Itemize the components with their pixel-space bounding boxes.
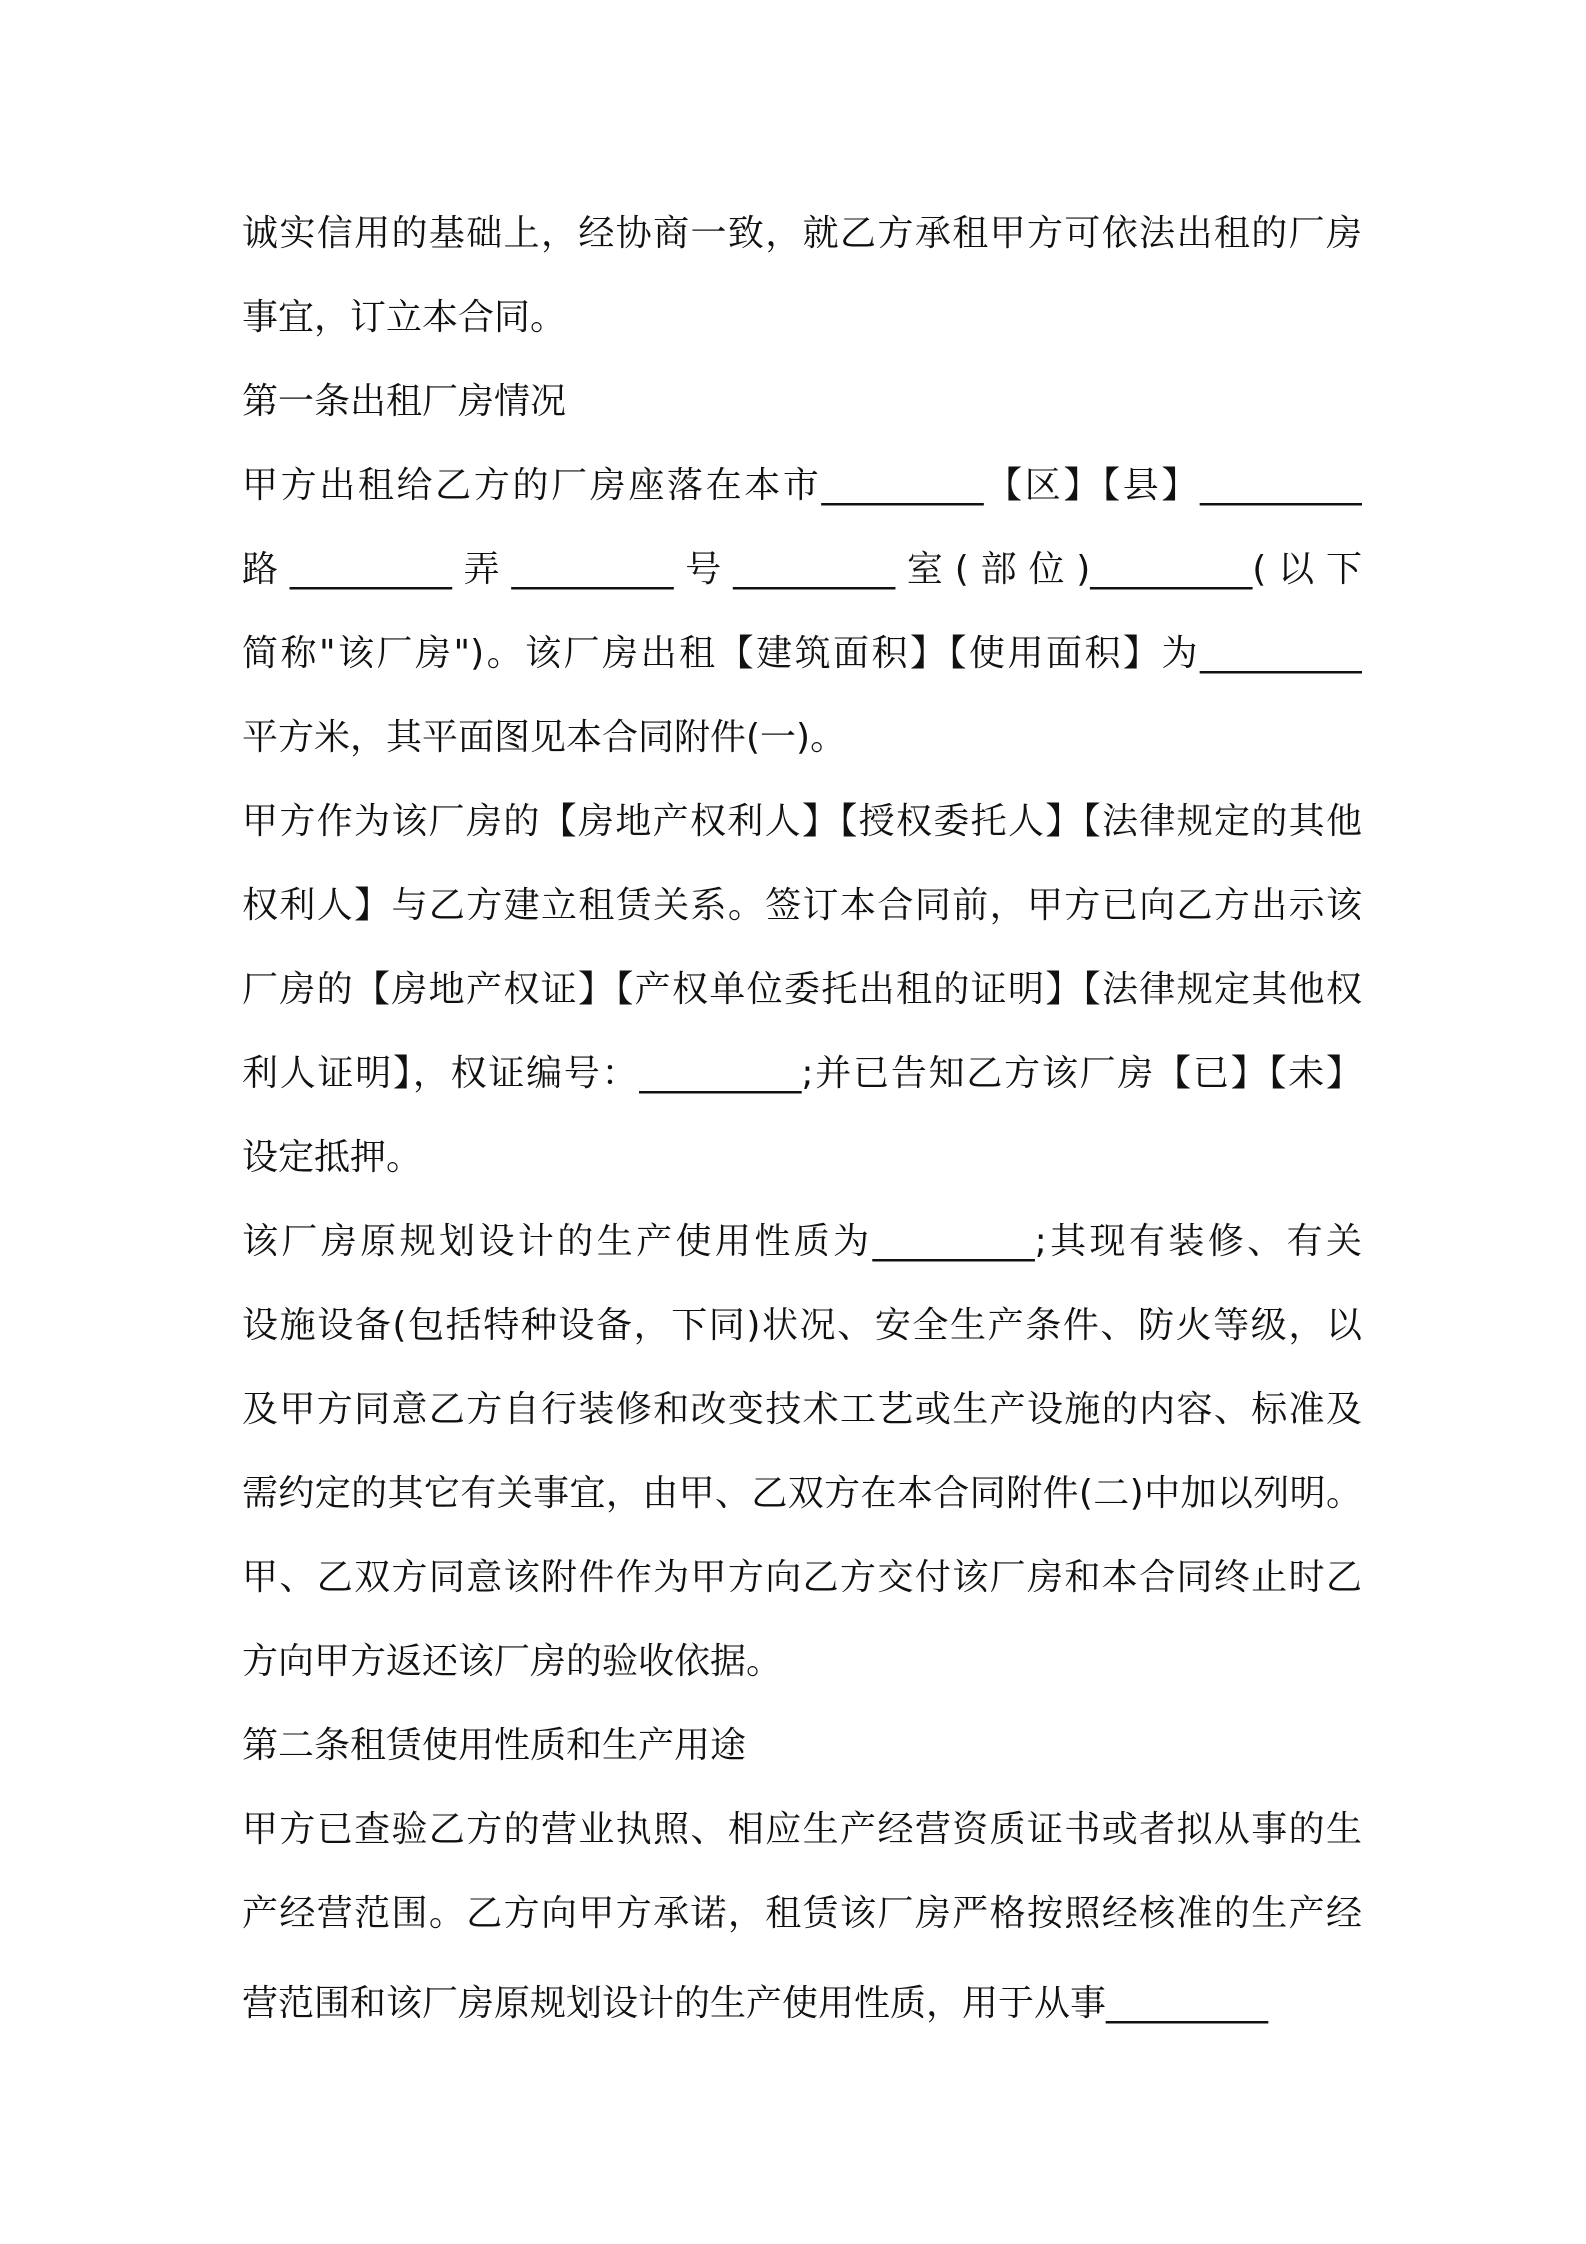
text-line-22: 营范围和该厂房原规划设计的生产使用性质，用于从事_________ [242,1983,1269,2024]
section-heading-1: 第一条出租厂房情况 [242,381,567,422]
text-line-2: 事宜，订立本合同。 [242,297,567,338]
text-line-13: 该厂房原规划设计的生产使用性质为_________;其现有装修、有关 [242,1221,1362,1262]
text-line-16: 需约定的其它有关事宜，由甲、乙双方在本合同附件(二)中加以列明。 [242,1473,1362,1514]
text-line-14: 设施设备(包括特种设备，下同)状况、安全生产条件、防火等级，以 [242,1305,1362,1346]
text-line-18: 方向甲方返还该厂房的验收依据。 [242,1641,783,1682]
contract-body-text [242,192,1362,2052]
text-line-17: 甲、乙双方同意该附件作为甲方向乙方交付该厂房和本合同终止时乙 [242,1557,1362,1598]
text-line-4: 甲方出租给乙方的厂房座落在本市_________【区】【县】_________ [242,465,1362,506]
text-line-21: 产经营范围。乙方向甲方承诺，租赁该厂房严格按照经核准的生产经 [242,1893,1362,1934]
text-line-9: 权利人】与乙方建立租赁关系。签订本合同前，甲方已向乙方出示该 [242,885,1362,926]
text-line-5: 路_________弄_________号_________室(部位)_________(以下 [242,549,1362,590]
text-line-6: 简称"该厂房")。该厂房出租【建筑面积】【使用面积】为_________ [242,633,1362,674]
text-line-11: 利人证明】，权证编号：_________;并已告知乙方该厂房【已】【未】 [242,1053,1362,1094]
text-line-20: 甲方已查验乙方的营业执照、相应生产经营资质证书或者拟从事的生 [242,1809,1362,1850]
text-line-10: 厂房的【房地产权证】【产权单位委托出租的证明】【法律规定其他权 [242,969,1362,1010]
text-line-15: 及甲方同意乙方自行装修和改变技术工艺或生产设施的内容、标准及 [242,1389,1362,1430]
text-line-12: 设定抵押。 [242,1137,423,1178]
text-line-7: 平方米，其平面图见本合同附件(一)。 [242,717,847,758]
text-line-1: 诚实信用的基础上，经协商一致，就乙方承租甲方可依法出租的厂房 [242,213,1362,254]
text-line-8: 甲方作为该厂房的【房地产权利人】【授权委托人】【法律规定的其他 [242,801,1362,842]
section-heading-2: 第二条租赁使用性质和生产用途 [242,1725,747,1766]
